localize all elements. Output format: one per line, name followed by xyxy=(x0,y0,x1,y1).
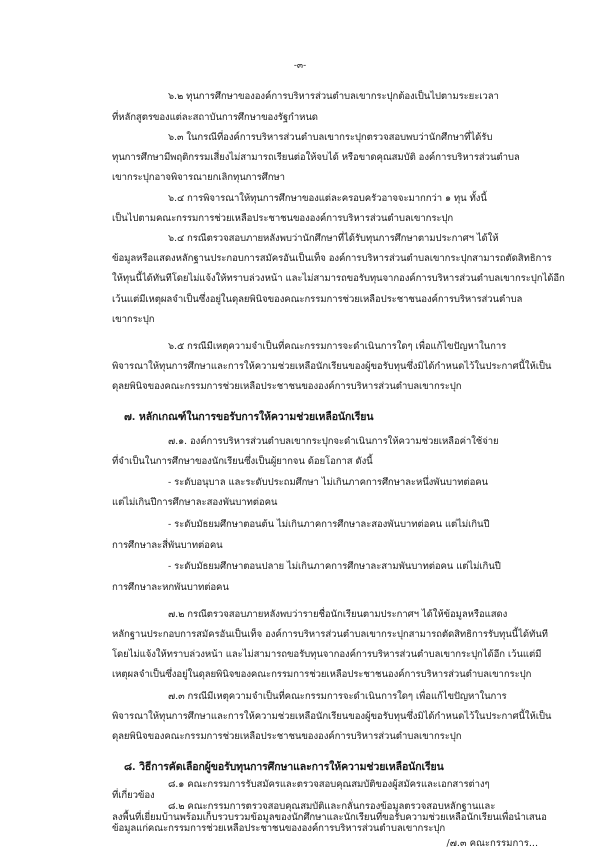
para-6-4b-line2: ข้อมูลหรือแสดงหลักฐานประกอบการสมัครอันเป็นเท็จ องค์การบริหารส่วนตำบลเขากระปุกสามารถตัดสิทธิการ xyxy=(112,253,552,264)
heading-section-8: ๘. วิธีการคัดเลือกผู้ขอรับทุนการศึกษาและการให้ความช่วยเหลือนักเรียน xyxy=(124,761,444,773)
para-6-3-line2: ทุนการศึกษามีพฤติกรรมเสี่ยงไม่สามารถเรียนต่อให้จบได้ หรือขาดคุณสมบัติ องค์การบริหารส่วนตำบล xyxy=(112,152,520,163)
para-7-2-line2: หลักฐานประกอบการสมัครอันเป็นเท็จ องค์การบริหารส่วนตำบลเขากระปุกสามารถตัดสิทธิการรับทุนนี้ได้ทันที xyxy=(112,629,548,640)
para-7-1-bullet1-line1: - ระดับอนุบาล และระดับประถมศึกษา ไม่เกินภาคการศึกษาละหนึ่งพันบาทต่อคน xyxy=(168,477,489,488)
para-6-3-line3: เขากระปุกอาจพิจารณายกเลิกทุนการศึกษา xyxy=(112,172,285,183)
para-8-1-line1: ๘.๑ คณะกรรมการรับสมัครและตรวจสอบคุณสมบัติของผู้สมัครและเอกสารต่างๆ xyxy=(168,779,490,790)
para-8-2-line3: ข้อมูลแก่คณะกรรมการช่วยเหลือประชาชนขององค์การบริหารส่วนตำบลเขากระปุก xyxy=(112,823,446,834)
para-7-3-line3: ดุลยพินิจของคณะกรรมการช่วยเหลือประชาชนขององค์การบริหารส่วนตำบลเขากระปุก xyxy=(112,731,462,742)
para-6-4a-line2: เป็นไปตามคณะกรรมการช่วยเหลือประชาชนขององค์การบริหารส่วนตำบลเขากระปุก xyxy=(112,213,454,224)
para-7-3-line1: ๗.๓ กรณีมีเหตุความจำเป็นที่คณะกรรมการจะดำเนินการใดๆ เพื่อแก้ไขปัญหาในการ xyxy=(168,691,507,702)
para-6-2-line1: ๖.๒ ทุนการศึกษาขององค์การบริหารส่วนตำบลเขากระปุกต้องเป็นไปตามระยะเวลา xyxy=(168,91,499,102)
para-6-4b-line5: เขากระปุก xyxy=(112,314,155,325)
para-6-4b-line3: ให้ทุนนี้ได้ทันทีโดยไม่แจ้งให้ทราบล่วงหน้า และไม่สามารถขอรับทุนจากองค์การบริหารส่วนตำบลเขากระปุกได้อีก xyxy=(112,273,565,284)
page-number: -๓- xyxy=(293,61,307,71)
para-6-3-line1: ๖.๓ ในกรณีที่องค์การบริหารส่วนตำบลเขากระปุกตรวจสอบพบว่านักศึกษาที่ได้รับ xyxy=(168,132,493,143)
para-7-3-line2: พิจารณาให้ทุนการศึกษาและการให้ความช่วยเหลือนักเรียนของผู้ขอรับทุนซึ่งมิได้กำหนดไว้ในประกาศนี้ให้เป็น xyxy=(112,711,552,722)
para-7-1-line2: ที่จำเป็นในการศึกษาของนักเรียนซึ่งเป็นผู้ยากจน ด้อยโอกาส ดังนี้ xyxy=(112,456,373,467)
para-6-5-line2: พิจารณาให้ทุนการศึกษาและการให้ความช่วยเหลือนักเรียนของผู้ขอรับทุนซึ่งมิได้กำหนดไว้ในประกาศนี้ให้เป็น xyxy=(112,361,552,372)
para-6-5-line1: ๖.๕ กรณีมีเหตุความจำเป็นที่คณะกรรมการจะดำเนินการใดๆ เพื่อแก้ไขปัญหาในการ xyxy=(168,341,507,352)
para-7-1-bullet1-line2: แต่ไม่เกินปีการศึกษาละสองพันบาทต่อคน xyxy=(112,497,278,508)
para-7-2-line3: โดยไม่แจ้งให้ทราบล่วงหน้า และไม่สามารถขอรับทุนจากองค์การบริหารส่วนตำบลเขากระปุกได้อีก เว้นแต่มี xyxy=(112,649,542,660)
heading-section-7: ๗. หลักเกณฑ์ในการขอรับการให้ความช่วยเหลือนักเรียน xyxy=(124,411,374,423)
para-7-1-bullet2-line1: - ระดับมัธยมศึกษาตอนต้น ไม่เกินภาคการศึกษาละสองพันบาทต่อคน แต่ไม่เกินปี xyxy=(168,519,490,530)
para-8-2-line2: ลงพื้นที่เยี่ยมบ้านพร้อมเก็บรวบรวมข้อมูลของนักศึกษาและนักเรียนที่ขอรับความช่วยเหลือนักเรียนเพื่อนำเสนอ xyxy=(112,812,547,823)
para-8-1-line2: ที่เกี่ยวข้อง xyxy=(112,790,155,801)
para-7-1-line1: ๗.๑. องค์การบริหารส่วนตำบลเขากระปุกจะดำเนินการให้ความช่วยเหลือค่าใช้จ่าย xyxy=(168,436,499,447)
para-8-2-line1: ๘.๒ คณะกรรมการตรวจสอบคุณสมบัติและกลั่นกรองข้อมูลตรวจสอบหลักฐานและ xyxy=(168,801,496,812)
para-7-2-line4: เหตุผลจำเป็นซึ่งอยู่ในดุลยพินิจของคณะกรรมการช่วยเหลือประชาชนองค์การบริหารส่วนตำบลเขากระปุก xyxy=(112,669,532,680)
para-6-4a-line1: ๖.๔ การพิจารณาให้ทุนการศึกษาของแต่ละครอบครัวอาจจะมากกว่า ๑ ทุน ทั้งนี้ xyxy=(168,193,487,204)
para-6-5-line3: ดุลยพินิจของคณะกรรมการช่วยเหลือประชาชนขององค์การบริหารส่วนตำบลเขากระปุก xyxy=(112,381,462,392)
para-7-1-bullet3-line2: การศึกษาละหกพันบาทต่อคน xyxy=(112,582,229,593)
para-7-1-bullet2-line2: การศึกษาละสี่พันบาทต่อคน xyxy=(112,540,223,551)
para-6-2-line2: ที่หลักสูตรของแต่ละสถาบันการศึกษาของรัฐกำหนด xyxy=(112,112,318,123)
para-6-4b-line4: เว้นแต่มีเหตุผลจำเป็นซึ่งอยู่ในดุลยพินิจของคณะกรรมการช่วยเหลือประชาชนองค์การบริหารส่วนตำบล xyxy=(112,294,523,305)
para-7-1-bullet3-line1: - ระดับมัธยมศึกษาตอนปลาย ไม่เกินภาคการศึกษาละสามพันบาทต่อคน แต่ไม่เกินปี xyxy=(168,561,501,572)
continuation-marker: /๗.๓ คณะกรรมการ... xyxy=(446,838,538,849)
para-6-4b-line1: ๖.๔ กรณีตรวจสอบภายหลังพบว่านักศึกษาที่ได้รับทุนการศึกษาตามประกาศฯ ได้ให้ xyxy=(168,233,499,244)
para-7-2-line1: ๗.๒ กรณีตรวจสอบภายหลังพบว่ารายชื่อนักเรียนตามประกาศฯ ได้ให้ข้อมูลหรือแสดง xyxy=(168,609,508,620)
